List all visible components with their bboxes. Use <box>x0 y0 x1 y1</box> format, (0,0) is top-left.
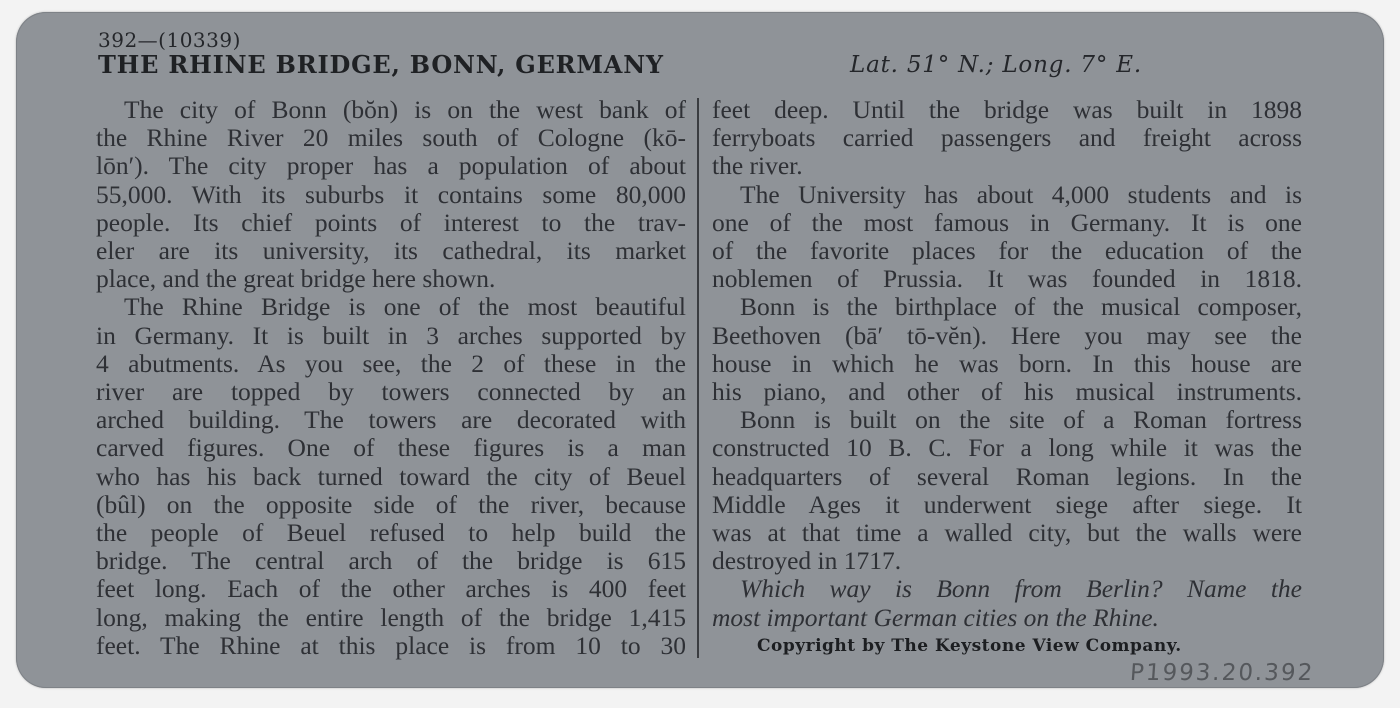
question-line: most important German cities on the Rhine. <box>712 602 1159 632</box>
text-line: feet deep. Until the bridge was built in 1898 <box>712 95 1302 124</box>
left-text-column <box>96 96 686 660</box>
text-line: river are topped by towers connected by an <box>96 377 686 407</box>
text-line: The Rhine Bridge is one of the most beautiful <box>124 292 686 322</box>
text-line: the Rhine River 20 miles south of Cologne (kō- <box>96 123 686 153</box>
text-line: feet. The Rhine at this place is from 10 to 30 <box>96 630 686 660</box>
copyright-notice: Copyright by The Keystone View Company. <box>757 636 1182 656</box>
text-line: was at that time a walled city, but the walls were <box>712 518 1302 548</box>
text-line: who has his back turned toward the city of Beuel <box>96 461 686 491</box>
text-line: The University has about 4,000 students and is <box>740 179 1302 209</box>
text-line: lōn′). The city proper has a population of about <box>96 151 686 181</box>
text-line: one of the most famous in Germany. It is one <box>712 207 1302 237</box>
text-line: people. Its chief points of interest to the trav- <box>96 207 686 237</box>
text-line: arched building. The towers are decorated with <box>96 405 686 435</box>
text-line: house in which he was born. In this house are <box>712 348 1302 378</box>
text-line: destroyed in 1717. <box>712 546 902 576</box>
text-line: carved figures. One of these figures is a man <box>96 433 686 463</box>
text-line: eler are its university, its cathedral, its market <box>96 236 686 266</box>
text-line: long, making the entire length of the bridge 1,415 <box>96 602 686 632</box>
text-line: (bûl) on the opposite side of the river, because <box>96 489 686 519</box>
text-line: the people of Beuel refused to help build the <box>96 518 686 548</box>
text-line: noblemen of Prussia. It was founded in 1818. <box>712 264 1302 294</box>
question-line: Which way is Bonn from Berlin? Name the <box>740 574 1302 604</box>
text-line: of the favorite places for the education of the <box>712 236 1302 266</box>
text-line: place, and the great bridge here shown. <box>96 264 496 294</box>
text-line: feet long. Each of the other arches is 400 feet <box>96 574 686 604</box>
card-title: THE RHINE BRIDGE, BONN, GERMANY <box>98 50 664 79</box>
text-line: bridge. The central arch of the bridge is 615 <box>96 546 686 576</box>
text-line: The city of Bonn (bŏn) is on the west bank of <box>124 95 686 124</box>
text-line: constructed 10 B. C. For a long while it was the <box>712 433 1302 463</box>
coordinates: Lat. 51° N.; Long. 7° E. <box>850 52 1142 78</box>
catalog-number: 392—(10339) <box>98 28 241 52</box>
text-line: Middle Ages it underwent siege after siege. It <box>712 489 1302 519</box>
text-line: 4 abutments. As you see, the 2 of these in the <box>96 348 686 378</box>
text-line: ferryboats carried passengers and freight across <box>712 123 1302 153</box>
accession-number: P1993.20.392 <box>1129 660 1316 686</box>
text-line: the river. <box>712 151 803 181</box>
text-line: Beethoven (bā′ tō-vĕn). Here you may see the <box>712 320 1302 350</box>
column-divider <box>697 98 699 658</box>
text-line: headquarters of several Roman legions. In the <box>712 461 1302 491</box>
text-line: Bonn is the birthplace of the musical composer, <box>740 292 1302 322</box>
text-line: his piano, and other of his musical instruments. <box>712 377 1302 407</box>
text-line: Bonn is built on the site of a Roman fortress <box>740 405 1302 435</box>
text-line: in Germany. It is built in 3 arches supported by <box>96 320 686 350</box>
text-line: 55,000. With its suburbs it contains some 80,000 <box>96 179 686 209</box>
right-text-column <box>712 96 1302 632</box>
